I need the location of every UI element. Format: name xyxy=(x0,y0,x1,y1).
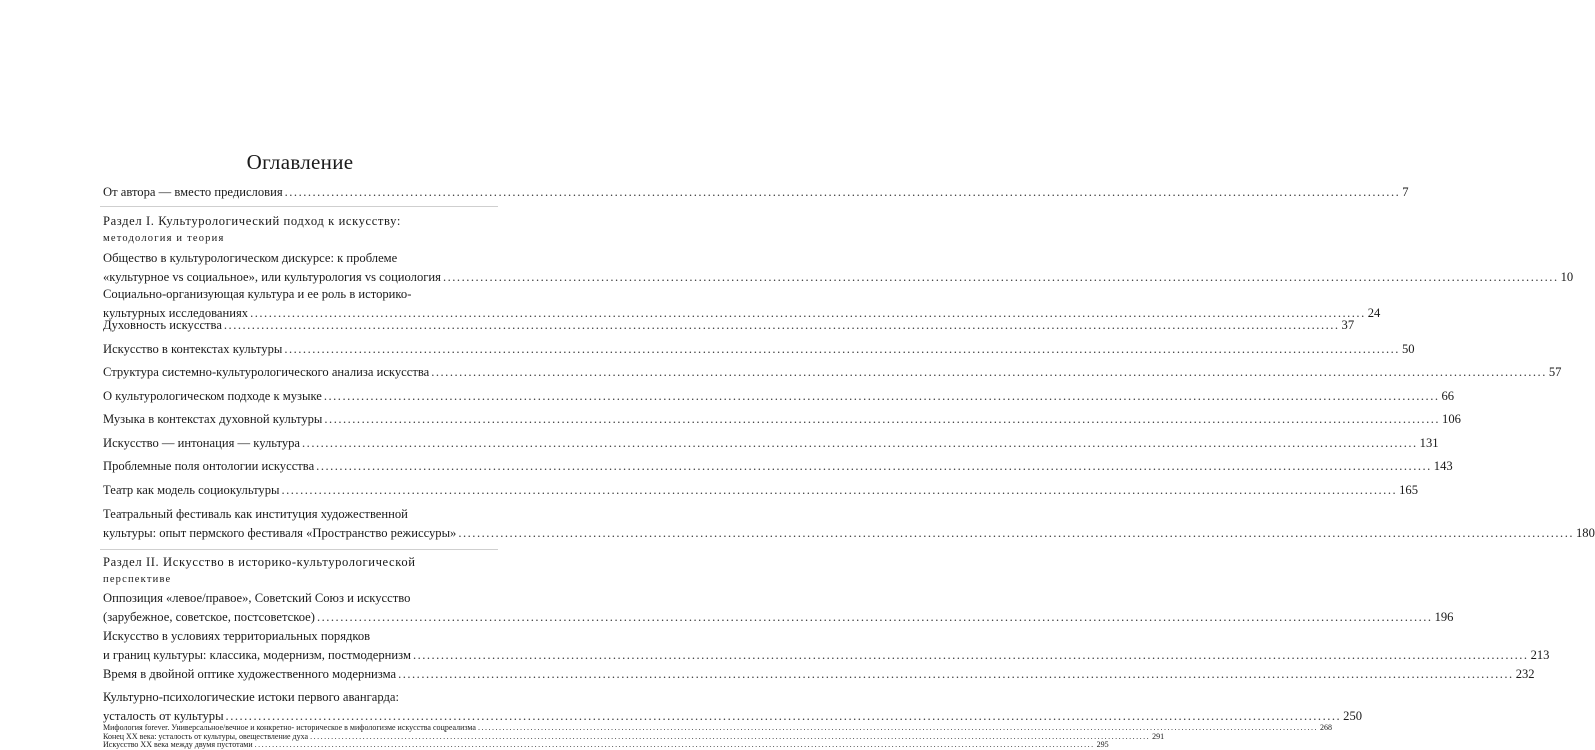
toc-page-number: 165 xyxy=(1399,483,1418,497)
toc-line xyxy=(103,665,1535,684)
toc-entry[interactable] xyxy=(103,316,1355,335)
toc-line xyxy=(103,249,488,268)
toc-line xyxy=(103,434,1439,453)
toc-entry-title: Искусство в условиях территориальных порядков xyxy=(103,629,371,643)
toc-entry[interactable] xyxy=(103,249,1574,287)
dot-leader xyxy=(224,316,1340,335)
toc-entry[interactable] xyxy=(103,688,1363,726)
toc-entry[interactable] xyxy=(103,665,1535,684)
toc-page-number: 131 xyxy=(1419,436,1439,450)
toc-entry[interactable] xyxy=(103,505,1595,543)
toc-page-number: 10 xyxy=(1560,270,1574,284)
divider xyxy=(100,206,498,207)
toc-line xyxy=(103,608,1454,627)
toc-entry[interactable] xyxy=(103,627,1550,665)
toc-entry-title: Структура системно-культурологического анализа искусства xyxy=(103,365,430,379)
toc-entry-title: (зарубежное, советское, постсоветское) xyxy=(103,610,315,624)
toc-line xyxy=(103,387,1455,406)
toc-line xyxy=(103,627,488,646)
toc-entry-title: О культурологическом подходе к музыке xyxy=(103,389,322,403)
dot-leader xyxy=(324,387,1440,406)
toc-entry[interactable] xyxy=(103,387,1455,406)
toc-page-number: 57 xyxy=(1548,365,1562,379)
toc-line xyxy=(103,410,1461,429)
dot-leader xyxy=(398,665,1514,684)
section-title: Раздел I. Культурологический подход к искусству: xyxy=(103,214,401,228)
toc-entry-title: и границ культуры: классика, модернизм, постмодернизм xyxy=(103,648,411,662)
toc-entry-title: Театр как модель социокультуры xyxy=(103,483,280,497)
toc-line xyxy=(103,457,1453,476)
dot-leader xyxy=(324,410,1440,429)
toc-entry-title: «культурное vs социальное», или культурология vs социология xyxy=(103,270,441,284)
toc-page-number: 143 xyxy=(1433,459,1453,473)
toc-entry[interactable] xyxy=(103,340,1415,359)
toc-entry-title: Конец XX века: усталость от культуры, овеществление духа xyxy=(103,731,309,741)
page-title: Оглавление xyxy=(246,150,354,174)
toc-entry-title: Искусство в контекстах культуры xyxy=(103,342,283,356)
dot-leader xyxy=(443,268,1559,287)
toc-entry-title: Духовность искусства xyxy=(103,318,222,332)
toc-line xyxy=(103,340,1415,359)
dot-leader xyxy=(317,608,1433,627)
dot-leader xyxy=(431,363,1547,382)
toc-line xyxy=(103,646,1550,665)
toc-entry[interactable] xyxy=(103,410,1461,429)
toc-entries-tail xyxy=(103,723,1332,750)
toc-page-number: 106 xyxy=(1442,412,1461,426)
toc-entry-title: Проблемные поля онтологии искусства xyxy=(103,459,315,473)
toc-entry[interactable] xyxy=(103,434,1439,453)
toc-line xyxy=(103,505,488,524)
toc-line xyxy=(103,285,488,304)
dot-leader xyxy=(281,481,1397,500)
toc-line xyxy=(103,316,1355,335)
toc-entry-preface[interactable] xyxy=(103,183,1409,202)
toc-entry-title: историческое в мифологизме искусства соцреализма xyxy=(296,723,476,732)
toc-entry-title: культурных исследованиях xyxy=(103,306,249,320)
toc-page-number: 232 xyxy=(1515,667,1535,681)
toc-page-number: 196 xyxy=(1434,610,1454,624)
toc-entry-title: Театральный фестиваль как институция художественной xyxy=(103,507,408,521)
dot-leader xyxy=(255,741,1095,750)
toc-page-number: 295 xyxy=(1096,740,1109,749)
toc-entry-title: культуры: опыт пермского фестиваля «Пространство режиссуры» xyxy=(103,526,457,540)
toc-entry-title: Искусство XX века между двумя пустотами xyxy=(103,740,253,749)
toc-entry-title: усталость от культуры xyxy=(103,709,224,723)
toc-page-number: 24 xyxy=(1367,306,1381,320)
toc-page-number: 50 xyxy=(1401,342,1415,356)
toc-page-number: 7 xyxy=(1402,185,1409,199)
section-subtitle: методология и теория xyxy=(103,233,225,244)
toc-entry-title: Время в двойной оптике художественного модернизма xyxy=(103,667,397,681)
toc-entry[interactable] xyxy=(103,589,1454,627)
toc-entry-title: Мифология forever. Универсальное/вечное и конкретно- xyxy=(103,723,295,732)
divider xyxy=(100,549,498,550)
toc-entry[interactable] xyxy=(103,481,1418,500)
toc-entry[interactable] xyxy=(103,363,1562,382)
section-subtitle: перспективе xyxy=(103,574,172,585)
dot-leader xyxy=(302,434,1418,453)
dot-leader xyxy=(284,340,1400,359)
dot-leader xyxy=(285,183,1401,202)
toc-entry-title: Культурно-психологические истоки первого авангарда: xyxy=(103,690,399,704)
toc-page-number: 213 xyxy=(1530,648,1550,662)
toc-line xyxy=(103,481,1418,500)
toc-line xyxy=(103,363,1562,382)
toc-page-number: 250 xyxy=(1343,709,1363,723)
toc-page-number: 268 xyxy=(1319,723,1332,732)
toc-line xyxy=(103,524,1595,543)
toc-page-number: 291 xyxy=(1152,731,1165,741)
section-heading-2 xyxy=(103,554,503,588)
toc-line xyxy=(103,688,488,707)
toc-page-number: 180 xyxy=(1575,526,1595,540)
toc-line[interactable] xyxy=(103,740,1109,750)
dot-leader xyxy=(413,646,1529,665)
section-title: Раздел II. Искусство в историко-культурологической xyxy=(103,555,416,569)
toc-entry-title: Искусство — интонация — культура xyxy=(103,436,301,450)
toc-entry-title: Социально-организующая культура и ее роль в историко- xyxy=(103,287,412,301)
toc-entry-title: Музыка в контекстах духовной культуры xyxy=(103,412,323,426)
toc-entry[interactable] xyxy=(103,457,1453,476)
section-heading-1 xyxy=(103,213,503,247)
toc-page-number: 37 xyxy=(1341,318,1355,332)
dot-leader xyxy=(458,524,1574,543)
dot-leader xyxy=(316,457,1432,476)
toc-entry-title: Оппозиция «левое/правое», Советский Союз и искусство xyxy=(103,591,411,605)
toc-entry-title: Общество в культурологическом дискурсе: к проблеме xyxy=(103,251,398,265)
toc-line xyxy=(103,589,488,608)
toc-line xyxy=(103,183,1409,202)
toc-page-number: 66 xyxy=(1441,389,1455,403)
toc-entry-title: От автора — вместо предисловия xyxy=(103,185,283,199)
